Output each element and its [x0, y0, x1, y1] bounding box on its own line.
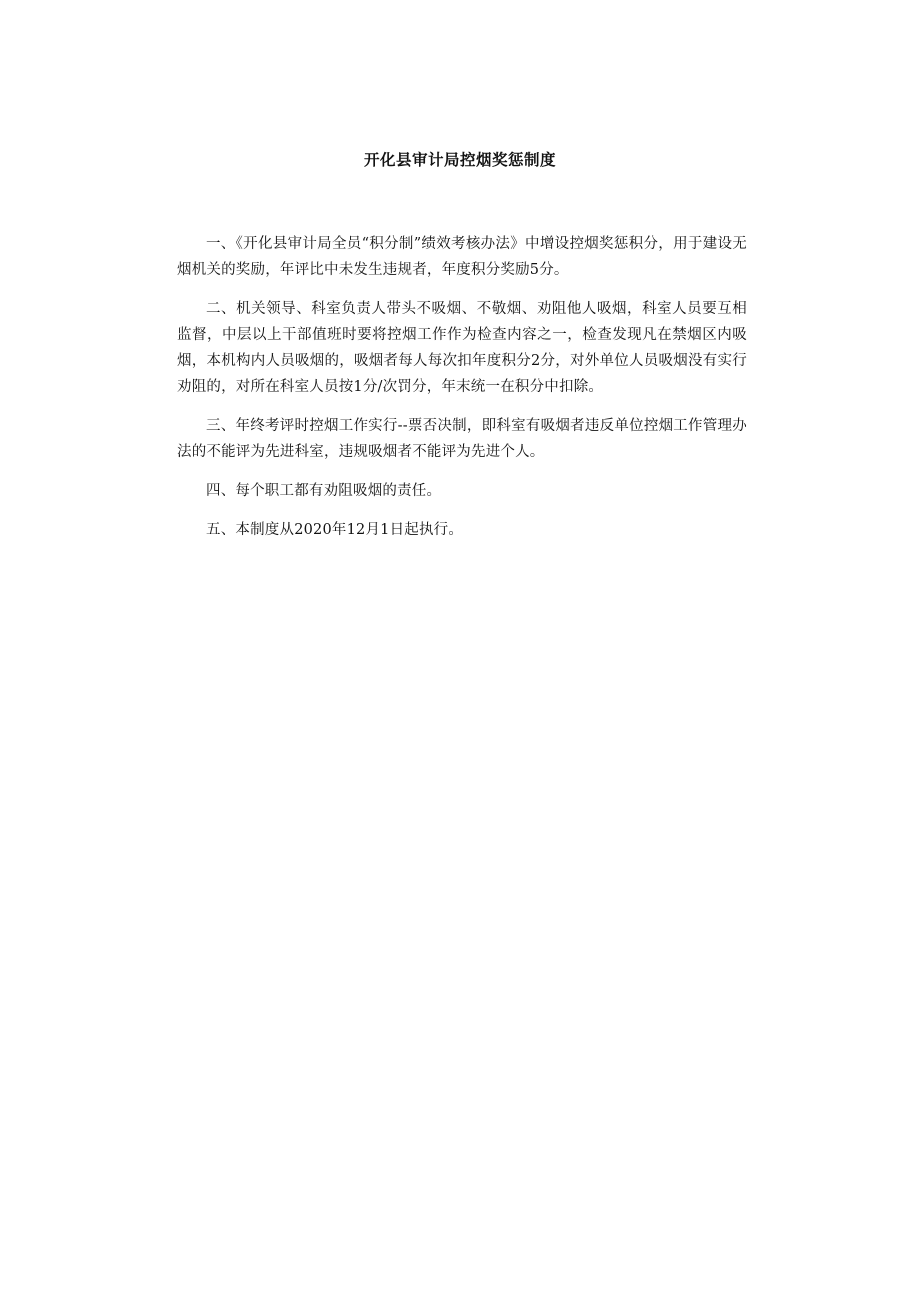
document-title: 开化县审计局控烟奖惩制度 [363, 151, 556, 169]
paragraph-3: 三、年终考评时控烟工作实行--票否决制，即科室有吸烟者违反单位控烟工作管理办法的不能评为先进科室，违规吸烟者不能评为先进个人。 [177, 418, 747, 460]
document-body [177, 231, 747, 556]
paragraph-1: 一、《开化县审计局全员“积分制”绩效考核办法》中增设控烟奖惩积分，用于建设无烟机关的奖励，年评比中未发生违规者，年度积分奖励5分。 [177, 236, 747, 278]
paragraph-4: 四、每个职工都有劝阻吸烟的责任。 [206, 483, 442, 499]
paragraph-5: 五、本制度从2020年12月1日起执行。 [206, 522, 464, 538]
paragraph-2: 二、机关领导、科室负责人带头不吸烟、不敬烟、劝阻他人吸烟，科室人员要互相监督，中层以上干部值班时要将控烟工作作为检查内容之一，检查发现凡在禁烟区内吸烟，本机构内人员吸烟的，吸烟者每人每次扣年度积分2分，对外单位人员吸烟没有实行劝阻的，对所在科室人员按1分/次罚分，年末统一在积分中扣除。 [177, 301, 747, 395]
